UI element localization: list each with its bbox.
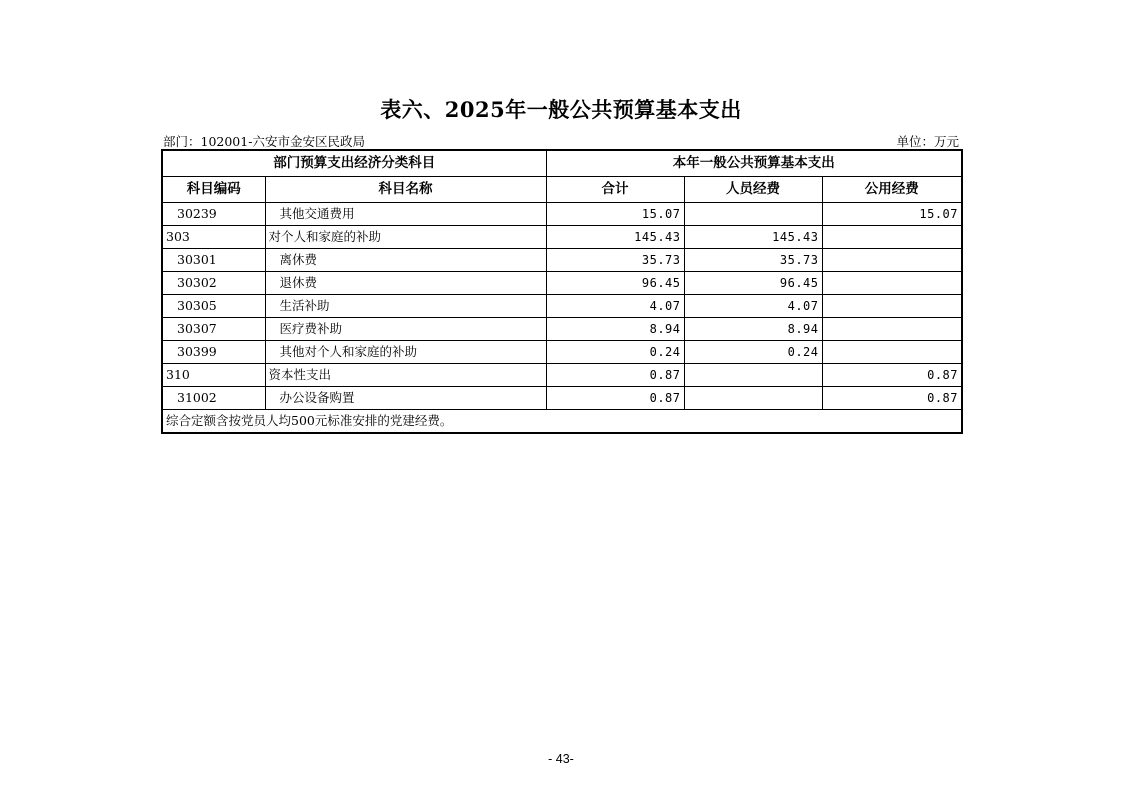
cell-total: 15.07 bbox=[546, 203, 684, 226]
table-group-header-row bbox=[162, 150, 962, 177]
cell-personnel: 4.07 bbox=[684, 295, 822, 318]
cell-code: 30307 bbox=[162, 318, 265, 341]
cell-name: 生活补助 bbox=[265, 295, 546, 318]
cell-public bbox=[822, 341, 962, 364]
cell-code: 30399 bbox=[162, 341, 265, 364]
table-row bbox=[162, 318, 962, 341]
cell-total: 0.87 bbox=[546, 364, 684, 387]
cell-code: 31002 bbox=[162, 387, 265, 410]
cell-total: 145.43 bbox=[546, 226, 684, 249]
table-column-header-row bbox=[162, 177, 962, 203]
cell-personnel: 145.43 bbox=[684, 226, 822, 249]
cell-total: 8.94 bbox=[546, 318, 684, 341]
group-header-expenditure: 本年一般公共预算基本支出 bbox=[546, 150, 962, 177]
table-row bbox=[162, 249, 962, 272]
table-row bbox=[162, 364, 962, 387]
cell-public bbox=[822, 249, 962, 272]
column-header-public: 公用经费 bbox=[822, 177, 962, 203]
cell-public: 0.87 bbox=[822, 364, 962, 387]
budget-table bbox=[161, 149, 963, 434]
page-title: 表六、2025年一般公共预算基本支出 bbox=[380, 97, 742, 122]
cell-personnel bbox=[684, 203, 822, 226]
cell-personnel: 96.45 bbox=[684, 272, 822, 295]
column-header-personnel: 人员经费 bbox=[684, 177, 822, 203]
department-label: 部门：102001-六安市金安区民政局 bbox=[163, 134, 365, 149]
table-row bbox=[162, 341, 962, 364]
cell-total: 35.73 bbox=[546, 249, 684, 272]
cell-name: 办公设备购置 bbox=[265, 387, 546, 410]
cell-public bbox=[822, 272, 962, 295]
column-header-code: 科目编码 bbox=[162, 177, 265, 203]
table-row bbox=[162, 272, 962, 295]
cell-name: 医疗费补助 bbox=[265, 318, 546, 341]
cell-code: 30239 bbox=[162, 203, 265, 226]
unit-label: 单位：万元 bbox=[896, 134, 959, 149]
cell-code: 30301 bbox=[162, 249, 265, 272]
table-row bbox=[162, 226, 962, 249]
note-row bbox=[162, 410, 962, 434]
cell-public: 0.87 bbox=[822, 387, 962, 410]
cell-name: 其他交通费用 bbox=[265, 203, 546, 226]
cell-public bbox=[822, 226, 962, 249]
cell-total: 96.45 bbox=[546, 272, 684, 295]
cell-name: 退休费 bbox=[265, 272, 546, 295]
cell-code: 303 bbox=[162, 226, 265, 249]
table-row bbox=[162, 295, 962, 318]
cell-name: 对个人和家庭的补助 bbox=[265, 226, 546, 249]
cell-code: 30305 bbox=[162, 295, 265, 318]
cell-public bbox=[822, 318, 962, 341]
table-row bbox=[162, 203, 962, 226]
group-header-classification: 部门预算支出经济分类科目 bbox=[162, 150, 546, 177]
cell-total: 0.24 bbox=[546, 341, 684, 364]
cell-total: 0.87 bbox=[546, 387, 684, 410]
cell-name: 其他对个人和家庭的补助 bbox=[265, 341, 546, 364]
cell-public bbox=[822, 295, 962, 318]
cell-code: 310 bbox=[162, 364, 265, 387]
cell-personnel bbox=[684, 364, 822, 387]
cell-name: 资本性支出 bbox=[265, 364, 546, 387]
column-header-name: 科目名称 bbox=[265, 177, 546, 203]
cell-personnel: 8.94 bbox=[684, 318, 822, 341]
note-text: 综合定额含按党员人均500元标准安排的党建经费。 bbox=[162, 410, 962, 434]
column-header-total: 合计 bbox=[546, 177, 684, 203]
cell-total: 4.07 bbox=[546, 295, 684, 318]
cell-personnel: 35.73 bbox=[684, 249, 822, 272]
page-number: - 43- bbox=[548, 752, 574, 766]
table-row bbox=[162, 387, 962, 410]
cell-personnel bbox=[684, 387, 822, 410]
cell-personnel: 0.24 bbox=[684, 341, 822, 364]
cell-public: 15.07 bbox=[822, 203, 962, 226]
cell-name: 离休费 bbox=[265, 249, 546, 272]
cell-code: 30302 bbox=[162, 272, 265, 295]
